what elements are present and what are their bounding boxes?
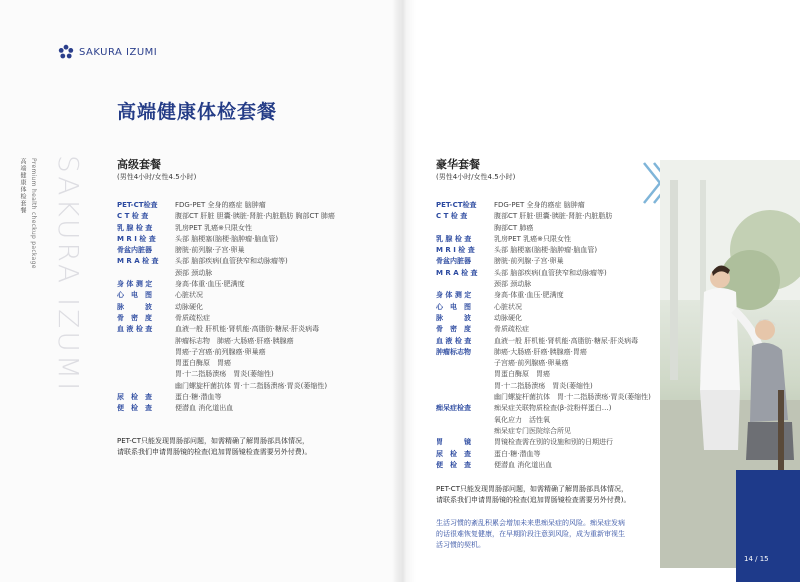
exam-detail: 乳房PET 乳癌※只限女性 bbox=[175, 223, 253, 232]
package-duration-advanced: (男性4小时/女性4.5小时) bbox=[117, 173, 197, 181]
exam-detail: 腹部CT 肝脏 胆囊·胰脏·肾脏·内脏脂肪 胸部CT 肺癌 bbox=[175, 212, 335, 221]
exam-row bbox=[436, 200, 651, 211]
exam-detail: 痴呆症关联物质检查(β-淀粉样蛋白…) bbox=[494, 404, 612, 413]
exam-category: 脉 波 bbox=[117, 302, 152, 311]
exam-row bbox=[117, 358, 335, 369]
exam-category: 血 液 检 查 bbox=[117, 325, 153, 334]
exam-detail: 胸部CT 肺癌 bbox=[494, 223, 534, 232]
exam-category bbox=[436, 426, 494, 437]
note-line: 请联系我们申请胃肠镜的检查(追加胃肠镜检查需要另外付费)。 bbox=[117, 448, 312, 456]
vertical-english-subtitle: Premium health checkup package bbox=[30, 158, 37, 269]
exam-row bbox=[436, 449, 651, 460]
exam-detail: 颈部 颈动脉 bbox=[175, 268, 213, 277]
exam-detail: 氧化应力 活性氧 bbox=[494, 415, 550, 424]
exam-category: 便 检 查 bbox=[117, 404, 152, 413]
exam-detail: 肺癌·大肠癌·肝癌·胰腺癌·胃癌 bbox=[494, 347, 587, 356]
exam-row bbox=[117, 223, 335, 234]
exam-category bbox=[436, 415, 494, 426]
exam-category: 身 体 测 定 bbox=[117, 280, 153, 289]
exam-category bbox=[117, 336, 175, 347]
exam-row bbox=[117, 268, 335, 279]
exam-category: 痴呆症检查 bbox=[436, 404, 471, 413]
exam-row bbox=[436, 403, 651, 414]
exam-row bbox=[436, 347, 651, 358]
exam-row bbox=[436, 290, 651, 301]
note-line: PET-CT只能发现胃肠部问题，如需精确了解胃肠部具体情况， bbox=[117, 437, 309, 445]
exam-detail: 身高·体重·血压·肥满度 bbox=[175, 280, 245, 289]
exam-row bbox=[117, 313, 335, 324]
exam-detail: 幽门螺旋杆菌抗体 胃·十二指肠溃疡·胃炎(萎缩性) bbox=[494, 393, 651, 402]
exam-category bbox=[117, 347, 175, 358]
exam-detail: 头部 脑梗塞(脑梗·脑肿瘤·脑血管) bbox=[175, 234, 279, 243]
exam-row bbox=[117, 336, 335, 347]
exam-category: 骨盆内脏器 bbox=[436, 257, 471, 266]
exam-row bbox=[436, 336, 651, 347]
exam-row bbox=[117, 200, 335, 211]
exam-detail: 胃癌·子宫癌·前列腺癌·卵巢癌 bbox=[175, 347, 266, 356]
exam-category: 骨盆内脏器 bbox=[117, 246, 152, 255]
exam-row bbox=[436, 313, 651, 324]
exam-category bbox=[117, 381, 175, 392]
page-number-panel bbox=[736, 470, 800, 582]
exam-row bbox=[436, 279, 651, 290]
exam-detail: 血液一般 肝机能·肾机能·高脂肪·糖尿·肝炎病毒 bbox=[175, 325, 320, 334]
exam-category: 心 电 图 bbox=[436, 302, 471, 311]
note-line: PET-CT只能发现胃肠部问题，如需精确了解胃肠部具体情况， bbox=[436, 485, 628, 493]
exam-row bbox=[436, 245, 651, 256]
exam-category: M R I 检 查 bbox=[436, 246, 475, 255]
exam-row bbox=[436, 256, 651, 267]
exam-category: 乳 腺 检 查 bbox=[436, 234, 472, 243]
exam-row bbox=[117, 256, 335, 267]
exam-row bbox=[436, 437, 651, 448]
exam-category: M R I 检 查 bbox=[117, 234, 156, 243]
exam-row bbox=[436, 302, 651, 313]
brand-logo bbox=[58, 44, 157, 60]
exam-row bbox=[117, 279, 335, 290]
exam-detail: 动脉硬化 bbox=[494, 313, 522, 322]
exam-category bbox=[436, 358, 494, 369]
note-advanced bbox=[117, 436, 311, 458]
exam-row bbox=[117, 290, 335, 301]
exam-category bbox=[436, 381, 494, 392]
exam-category: 便 检 查 bbox=[436, 460, 471, 469]
exam-category: M R A 检 查 bbox=[436, 268, 478, 277]
vertical-watermark: SAKURA IZUMI bbox=[52, 155, 85, 394]
exam-row bbox=[117, 347, 335, 358]
exam-detail: 肿瘤标志物 肺癌·大肠癌·肝癌·胰腺癌 bbox=[175, 336, 294, 345]
vertical-section-title: 高端健康体检套餐 bbox=[19, 158, 26, 214]
exam-detail: 胃蛋白酶原 胃癌 bbox=[494, 370, 550, 379]
exam-row bbox=[436, 223, 651, 234]
exam-row bbox=[436, 392, 651, 403]
exam-detail: 蛋白·糖·潜血等 bbox=[494, 449, 541, 458]
exam-row bbox=[436, 369, 651, 380]
exam-detail: 动脉硬化 bbox=[175, 302, 203, 311]
package-title-deluxe: 豪华套餐 bbox=[436, 158, 480, 171]
brand-name: SAKURA IZUMI bbox=[79, 46, 158, 58]
exam-category bbox=[436, 279, 494, 290]
exam-row bbox=[436, 381, 651, 392]
exam-detail: 子宫癌·前列腺癌·卵巢癌 bbox=[494, 359, 569, 368]
exam-category bbox=[117, 369, 175, 380]
package-duration-deluxe: (男性4小时/女性4.5小时) bbox=[436, 173, 516, 181]
exam-category: 乳 腺 检 查 bbox=[117, 223, 153, 232]
exam-detail: 胃·十二指肠溃疡 胃炎(萎缩性) bbox=[494, 381, 593, 390]
exam-row bbox=[117, 245, 335, 256]
page-title: 高端健康体检套餐 bbox=[117, 101, 278, 123]
exam-row bbox=[117, 403, 335, 414]
exam-category: PET-CT检查 bbox=[436, 201, 477, 209]
exam-category: C T 检 查 bbox=[117, 212, 149, 221]
exam-detail: 膀胱·前列腺·子宫·卵巢 bbox=[175, 246, 245, 255]
exam-detail: 胃镜检查需在别的设施和别的日期进行 bbox=[494, 438, 613, 447]
exam-detail: 头部 脑部疾病(血管狭窄和动脉瘤等) bbox=[175, 257, 288, 266]
note-deluxe bbox=[436, 484, 630, 506]
exam-detail: 头部 脑部疾病(血管狭窄和动脉瘤等) bbox=[494, 268, 607, 277]
exam-table-deluxe bbox=[436, 200, 651, 471]
exam-row bbox=[436, 268, 651, 279]
exam-detail: 腹部CT 肝脏·胆囊·胰脏·肾脏·内脏脂肪 bbox=[494, 212, 613, 221]
exam-row bbox=[117, 324, 335, 335]
exam-category: 心 电 图 bbox=[117, 291, 152, 300]
note-line: 请联系我们申请胃肠镜的检查(追加胃肠镜检查需要另外付费)。 bbox=[436, 496, 631, 504]
note-line: 活习惯的契机。 bbox=[436, 541, 485, 549]
exam-category: 骨 密 度 bbox=[117, 313, 152, 322]
exam-category bbox=[436, 223, 494, 234]
exam-detail: 幽门螺旋杆菌抗体 胃·十二指肠溃疡·胃炎(萎缩性) bbox=[175, 381, 328, 390]
exam-detail: FDG-PET 全身的癌症 脑肿瘤 bbox=[175, 201, 266, 209]
exam-detail: FDG-PET 全身的癌症 脑肿瘤 bbox=[494, 201, 585, 209]
exam-detail: 便潜血 消化道出血 bbox=[494, 460, 553, 469]
exam-row bbox=[436, 234, 651, 245]
exam-category: C T 检 查 bbox=[436, 212, 468, 221]
exam-row bbox=[436, 415, 651, 426]
exam-row bbox=[436, 426, 651, 437]
note-line: 生活习惯的紊乱积累会增加未来患痴呆症的风险。痴呆症发病 bbox=[436, 519, 625, 527]
note-line: 的话很难恢复健康，在早期阶段注意到风险，成为重新审视生 bbox=[436, 530, 625, 538]
exam-category bbox=[436, 369, 494, 380]
exam-row bbox=[117, 381, 335, 392]
exam-detail: 头部 脑梗塞(脑梗·脑肿瘤·脑血管) bbox=[494, 246, 598, 255]
sakura-flower-icon bbox=[58, 44, 74, 60]
exam-row bbox=[117, 302, 335, 313]
exam-category: 脉 波 bbox=[436, 313, 471, 322]
exam-detail: 蛋白·糖·潜血等 bbox=[175, 393, 222, 402]
exam-detail: 痴呆症专门医院综合所见 bbox=[494, 426, 571, 435]
exam-detail: 血液一般 肝机能·肾机能·高脂肪·糖尿·肝炎病毒 bbox=[494, 336, 639, 345]
exam-category: M R A 检 查 bbox=[117, 257, 159, 266]
exam-row bbox=[436, 324, 651, 335]
exam-detail: 颈部 颈动脉 bbox=[494, 280, 532, 289]
exam-detail: 心脏状况 bbox=[175, 291, 203, 300]
exam-row bbox=[117, 211, 335, 222]
exam-row bbox=[436, 358, 651, 369]
exam-detail: 乳房PET 乳癌※只限女性 bbox=[494, 234, 572, 243]
exam-row bbox=[436, 211, 651, 222]
package-title-advanced: 高级套餐 bbox=[117, 158, 161, 171]
exam-detail: 身高·体重·血压·肥满度 bbox=[494, 291, 564, 300]
exam-category: 尿 检 查 bbox=[117, 393, 152, 402]
exam-detail: 骨质疏松症 bbox=[494, 325, 529, 334]
exam-detail: 胃蛋白酶原 胃癌 bbox=[175, 359, 231, 368]
exam-category bbox=[117, 268, 175, 279]
exam-category bbox=[436, 392, 494, 403]
exam-category: 身 体 测 定 bbox=[436, 291, 472, 300]
exam-detail: 膀胱·前列腺·子宫·卵巢 bbox=[494, 257, 564, 266]
exam-row bbox=[117, 234, 335, 245]
exam-detail: 心脏状况 bbox=[494, 302, 522, 311]
exam-row bbox=[117, 369, 335, 380]
exam-table-advanced bbox=[117, 200, 335, 415]
exam-category: 肿瘤标志物 bbox=[436, 347, 471, 356]
exam-row bbox=[117, 392, 335, 403]
exam-detail: 便潜血 消化道出血 bbox=[175, 404, 234, 413]
exam-detail: 骨质疏松症 bbox=[175, 313, 210, 322]
exam-category: 骨 密 度 bbox=[436, 325, 471, 334]
exam-category bbox=[117, 358, 175, 369]
exam-category: PET-CT检查 bbox=[117, 201, 158, 209]
exam-category: 血 液 检 查 bbox=[436, 336, 472, 345]
page-number: 14 / 15 bbox=[744, 555, 769, 563]
dementia-risk-note bbox=[436, 518, 625, 551]
book-spine bbox=[392, 0, 416, 582]
exam-category: 胃 镜 bbox=[436, 438, 471, 447]
exam-detail: 胃·十二指肠溃疡 胃炎(萎缩性) bbox=[175, 370, 274, 379]
exam-category: 尿 检 查 bbox=[436, 449, 471, 458]
exam-row bbox=[436, 460, 651, 471]
